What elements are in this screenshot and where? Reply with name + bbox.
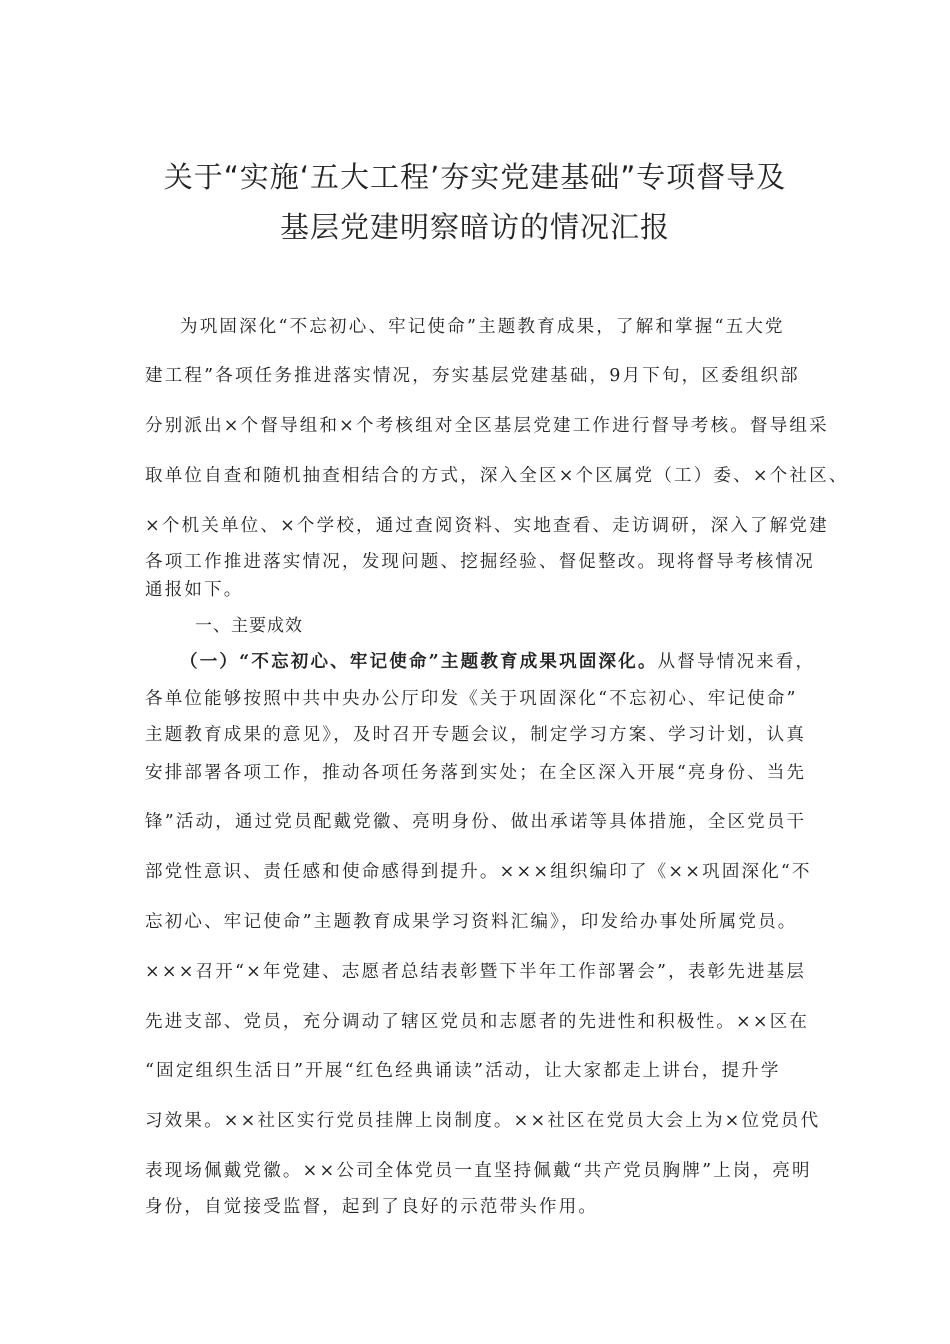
body-line: 各单位能够按照中共中央办公厅印发《关于巩固深化“不忘初心、牢记使命” xyxy=(145,689,798,709)
body-line: 身份，自觉接受监督，起到了良好的示范带头作用。 xyxy=(145,1197,599,1217)
body-line: “固定组织生活日”开展“红色经典诵读”活动，让大家都走上讲台，提升学 xyxy=(145,1061,781,1081)
body-line: ×××召开“×年党建、志愿者总结表彰暨下半年工作部署会”，表彰先进基层 xyxy=(145,962,807,982)
intro-line: 为巩固深化“不忘初心、牢记使命”主题教育成果，了解和掌握“五大党 xyxy=(180,317,785,337)
subsection-heading: （一）“不忘初心、牢记使命”主题教育成果巩固深化。 xyxy=(180,652,658,672)
body-line: 部党性意识、责任感和使命感得到提升。×××组织编印了《××巩固深化“不 xyxy=(145,862,812,882)
section-heading: 一、主要成效 xyxy=(195,616,303,636)
body-line: 主题教育成果的意见》，及时召开专题会议，制定学习方案、学习计划，认真 xyxy=(145,725,807,745)
intro-line: 通报如下。 xyxy=(145,580,244,600)
intro-line: 建工程”各项任务推进落实情况，夯实基层党建基础，9月下旬，区委组织部 xyxy=(145,366,800,386)
intro-line: ×个机关单位、×个学校，通过查阅资料、实地查看、走访调研，深入了解党建 xyxy=(145,516,829,536)
body-line: 习效果。××社区实行党员挂牌上岗制度。××社区在党员大会上为×位党员代 xyxy=(145,1111,821,1131)
document-title-line-2: 基层党建明察暗访的情况汇报 xyxy=(279,210,670,244)
intro-line: 各项工作推进落实情况，发现问题、挖掘经验、督促整改。现将督导考核情况 xyxy=(145,552,815,572)
subsection-first-line-rest: 从督导情况来看， xyxy=(657,652,816,672)
body-line: 安排部署各项工作，推动各项任务落到实处；在全区深入开展“亮身份、当先 xyxy=(145,763,807,783)
body-line: 先进支部、党员，充分调动了辖区党员和志愿者的先进性和积极性。××区在 xyxy=(145,1012,810,1032)
document-title-line-1: 关于“实施‘五大工程’夯实党建基础”专项督导及 xyxy=(163,160,787,194)
body-line: 表现场佩戴党徽。××公司全体党员一直坚持佩戴“共产党员胸牌”上岗，亮明 xyxy=(145,1161,812,1181)
intro-line: 分别派出×个督导组和×个考核组对全区基层党建工作进行督导考核。督导组采 xyxy=(145,416,829,436)
subsection-first-line xyxy=(180,648,825,673)
intro-line: 取单位自查和随机抽查相结合的方式，深入全区×个区属党（工）委、×个社区、 xyxy=(145,466,849,486)
body-line: 锋”活动，通过党员配戴党徽、亮明身份、做出承诺等具体措施，全区党员干 xyxy=(145,812,807,832)
body-line: 忘初心、牢记使命”主题教育成果学习资料汇编》，印发给办事处所属党员。 xyxy=(145,912,798,932)
